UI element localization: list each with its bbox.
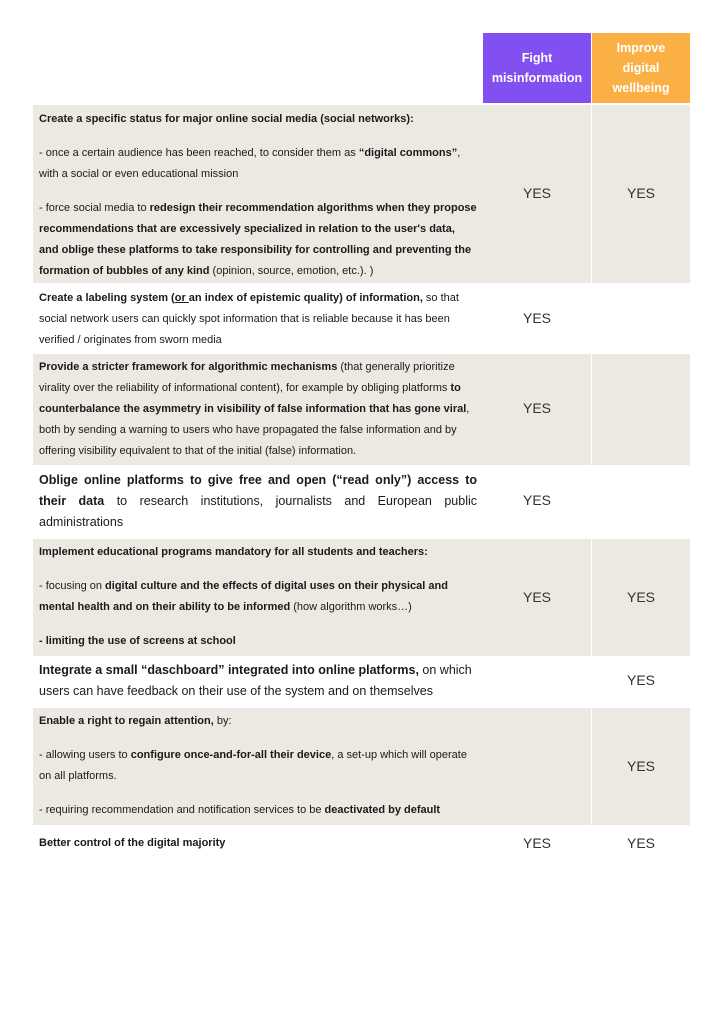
fight-cell [483, 354, 591, 465]
measure-cell [33, 467, 483, 537]
measure-title: Oblige online platforms to give free and open (“read only”) access to their data [39, 473, 477, 508]
improve-cell [592, 658, 690, 706]
measure-cell [33, 354, 483, 465]
fight-value: YES [522, 492, 551, 508]
measure-emphasis: digital culture and the effects of digital uses on their physical and mental health and on their ability to be informed [39, 580, 448, 613]
fight-cell [483, 105, 591, 283]
fight-value: YES [522, 835, 551, 851]
measure-emphasis: deactivated by default [324, 804, 441, 816]
measure-text: - once a certain audience has been reached, to consider them as [39, 147, 359, 159]
header-improve-label: Improve digital wellbeing [612, 41, 670, 95]
measure-title: Create a specific status for major online social media (social networks): [39, 113, 414, 125]
measure-text: , both by sending a warning to users who have propagated the false information and by offering visibility equivalent to that of the initial (false) information. [39, 403, 470, 457]
measure-emphasis: “digital commons” [358, 147, 458, 159]
fight-value: YES [522, 185, 551, 201]
measure-title: an index of epistemic quality) of information, [188, 292, 423, 304]
fight-cell [483, 658, 591, 706]
improve-value: YES [626, 589, 655, 605]
table-row [33, 658, 690, 706]
measure-emphasis: - limiting the use of screens at school [39, 635, 236, 647]
fight-value: YES [522, 589, 551, 605]
header-fight-misinformation [483, 33, 591, 103]
improve-value: YES [626, 185, 655, 201]
table-row [33, 467, 690, 537]
measure-title: Provide a stricter framework for algorithmic mechanisms [39, 361, 338, 373]
measure-title: Better control of the digital majority [39, 837, 226, 849]
measure-emphasis: to counterbalance the asymmetry in visibility of false information that has gone viral [39, 382, 467, 415]
measure-text: by: [213, 715, 232, 727]
fight-value: YES [522, 310, 551, 326]
header-improve-digital-wellbeing [592, 33, 690, 103]
measure-text: - force social media to [39, 202, 150, 214]
measure-cell [33, 708, 483, 825]
measure-text: to research institutions, journalists and European public administrations [39, 494, 477, 529]
measure-text: (opinion, source, emotion, etc.). ) [209, 265, 374, 277]
measure-cell [33, 539, 483, 656]
measure-text: so that social network users can quickly spot information that is reliable because it has been verified / originates from sworn media [39, 292, 459, 346]
measure-text: , a set-up which will operate on all platforms. [39, 749, 467, 782]
measure-text: (how algorithm works…) [290, 601, 412, 613]
improve-value: YES [626, 672, 655, 688]
table-row [33, 105, 690, 283]
measure-title: Implement educational programs mandatory for all students and teachers: [39, 546, 428, 558]
measure-title: Create a labeling system ( [39, 292, 175, 304]
measure-text: - requiring recommendation and notification services to be [39, 804, 325, 816]
fight-cell [483, 539, 591, 656]
measure-title: Integrate a small “daschboard” integrated into online platforms, [39, 663, 419, 677]
measure-title: Enable a right to regain attention, [39, 715, 214, 727]
measure-text: - focusing on [39, 580, 106, 592]
improve-cell [592, 467, 690, 537]
measure-emphasis: or [174, 292, 189, 304]
improve-cell [592, 285, 690, 352]
table-row [33, 539, 690, 656]
table-row [33, 285, 690, 352]
measure-text: - allowing users to [39, 749, 131, 761]
improve-value: YES [626, 835, 655, 851]
measure-cell [33, 658, 483, 706]
fight-cell [483, 467, 591, 537]
improve-value: YES [626, 758, 655, 774]
improve-cell [592, 105, 690, 283]
header-fight-label: Fight misinformation [491, 51, 583, 85]
fight-cell [483, 827, 591, 861]
measure-cell [33, 827, 483, 861]
measure-text: (that generally prioritize virality over the reliability of informational content), for example by obliging platforms [39, 361, 455, 394]
measure-text: on which users can have feedback on their use of the system and on themselves [39, 663, 472, 698]
measure-emphasis: redesign their recommendation algorithms when they propose recommendations that are excessively specialized in relation to the user's data, and oblige these platforms to take responsibility for controlling and preventing the formation of bubbles of any kind [39, 202, 477, 277]
measure-text: , with a social or even educational mission [39, 147, 461, 180]
measure-cell [33, 105, 483, 283]
measure-cell [33, 285, 483, 352]
improve-cell [592, 708, 690, 825]
table-row [33, 827, 690, 861]
measure-emphasis: configure once-and-for-all their device [130, 749, 332, 761]
fight-cell [483, 285, 591, 352]
improve-cell [592, 827, 690, 861]
improve-cell [592, 539, 690, 656]
improve-cell [592, 354, 690, 465]
fight-cell [483, 708, 591, 825]
fight-value: YES [522, 400, 551, 416]
table-row [33, 708, 690, 825]
table-row [33, 354, 690, 465]
